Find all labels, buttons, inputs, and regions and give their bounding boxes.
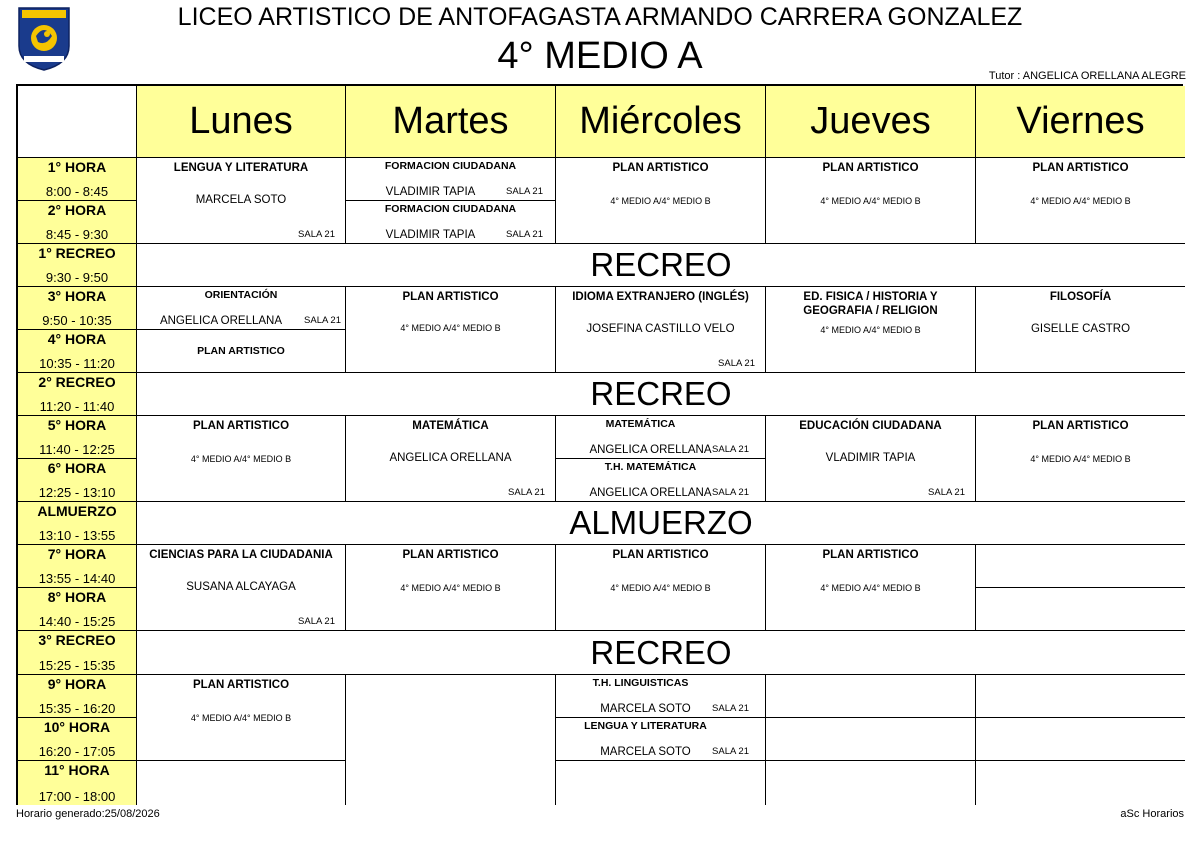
lesson-cell[interactable]	[555, 415, 765, 458]
lesson-group: 4° MEDIO A/4° MEDIO B	[400, 583, 501, 593]
lesson-teacher: JOSEFINA CASTILLO VELO	[586, 323, 735, 335]
lesson-subject: PLAN ARTISTICO	[822, 162, 919, 174]
lesson-room: SALA 21	[712, 487, 749, 498]
lesson-cell[interactable]	[345, 157, 555, 200]
lesson-room: SALA 21	[304, 315, 341, 326]
lesson-subject: FORMACION CIUDADANA	[384, 160, 517, 172]
period-name: 2° HORA	[47, 202, 107, 218]
lesson-subject: MATEMÁTICA	[412, 420, 489, 432]
lesson-group: 4° MEDIO A/4° MEDIO B	[610, 196, 711, 206]
period-cell	[18, 157, 136, 200]
lesson-cell[interactable]	[765, 415, 975, 501]
lesson-cell[interactable]	[345, 415, 555, 501]
school-logo	[16, 6, 72, 72]
period-time: 10:35 - 11:20	[39, 356, 115, 371]
period-name: 3° HORA	[47, 288, 107, 304]
empty-cell	[975, 674, 1185, 717]
day-header-thursday: Jueves	[765, 86, 975, 157]
day-header-monday: Lunes	[136, 86, 345, 157]
empty-cell	[975, 544, 1185, 587]
lesson-teacher: ANGELICA ORELLANA	[159, 315, 283, 327]
period-time: 13:55 - 14:40	[38, 571, 116, 586]
generated-date: Horario generado:25/08/2026	[16, 808, 160, 820]
lesson-subject: PLAN ARTISTICO	[192, 420, 290, 432]
lesson-subject: IDIOMA EXTRANJERO (INGLÉS)	[572, 291, 749, 303]
period-name: 6° HORA	[47, 460, 107, 476]
period-time: 13:10 - 13:55	[38, 528, 116, 543]
lesson-teacher: ANGELICA ORELLANA	[589, 444, 712, 456]
period-cell	[18, 544, 136, 587]
period-name: 1° HORA	[47, 159, 107, 175]
day-header-tuesday: Martes	[345, 86, 555, 157]
lesson-room: SALA 21	[508, 487, 545, 498]
period-cell	[18, 630, 136, 674]
lesson-teacher: VLADIMIR TAPIA	[825, 452, 916, 464]
empty-cell	[975, 760, 1185, 805]
period-time: 15:35 - 16:20	[38, 701, 116, 716]
lesson-subject: CIENCIAS PARA LA CIUDADANIA	[149, 549, 333, 561]
lesson-cell[interactable]	[345, 286, 555, 372]
lesson-cell[interactable]	[765, 157, 975, 243]
lesson-teacher: MARCELA SOTO	[600, 746, 691, 758]
lesson-cell[interactable]	[136, 544, 345, 630]
lesson-cell[interactable]	[975, 415, 1185, 501]
lesson-cell[interactable]	[555, 674, 765, 717]
break-row: RECREO	[136, 243, 1185, 286]
lesson-cell[interactable]	[975, 286, 1185, 372]
day-header-wednesday: Miércoles	[555, 86, 765, 157]
lesson-subject: FORMACION CIUDADANA	[384, 203, 517, 215]
empty-cell	[765, 760, 975, 805]
period-time: 12:25 - 13:10	[38, 485, 116, 500]
period-cell	[18, 501, 136, 544]
lesson-group: 4° MEDIO A/4° MEDIO B	[190, 454, 292, 464]
tutor-label: Tutor : ANGELICA ORELLANA ALEGRE	[988, 70, 1186, 82]
empty-cell	[555, 760, 765, 805]
period-time: 14:40 - 15:25	[38, 614, 116, 629]
break-row: RECREO	[136, 372, 1185, 415]
lesson-subject: PLAN ARTISTICO	[402, 291, 499, 303]
lesson-subject: LENGUA Y LITERATURA	[584, 720, 707, 732]
lesson-subject: T.H. LINGUISTICAS	[592, 677, 689, 689]
period-cell	[18, 587, 136, 630]
lesson-room: SALA 21	[506, 186, 543, 197]
lesson-subject: PLAN ARTISTICO	[822, 549, 919, 561]
corner-cell	[18, 86, 136, 157]
lesson-subject: PLAN ARTISTICO	[612, 162, 709, 174]
lesson-subject: EDUCACIÓN CIUDADANA	[799, 420, 942, 432]
period-cell	[18, 200, 136, 243]
lesson-cell[interactable]	[136, 329, 345, 372]
empty-cell	[975, 717, 1185, 760]
period-cell	[18, 286, 136, 329]
empty-cell	[975, 587, 1185, 630]
lesson-subject: ED. FISICA / HISTORIA Y GEOGRAFIA / RELIGION	[803, 291, 938, 317]
lesson-cell[interactable]	[975, 157, 1185, 243]
day-header-friday: Viernes	[975, 86, 1185, 157]
period-time: 11:20 - 11:40	[39, 399, 115, 414]
lesson-room: SALA 21	[928, 487, 965, 498]
period-cell	[18, 243, 136, 286]
period-cell	[18, 458, 136, 501]
lesson-room: SALA 21	[712, 746, 749, 757]
lesson-room: SALA 21	[298, 616, 335, 627]
period-cell	[18, 372, 136, 415]
school-name: LICEO ARTISTICO DE ANTOFAGASTA ARMANDO CARRERA GONZALEZ	[177, 3, 1023, 31]
lesson-group: 4° MEDIO A/4° MEDIO B	[610, 583, 711, 593]
lesson-cell[interactable]	[555, 544, 765, 630]
lesson-cell[interactable]	[136, 286, 345, 329]
period-cell	[18, 717, 136, 760]
period-cell	[18, 760, 136, 805]
lesson-cell[interactable]	[345, 200, 555, 243]
lesson-subject: T.H. MATEMÁTICA	[604, 461, 697, 473]
lesson-cell[interactable]	[136, 157, 345, 243]
lesson-group: 4° MEDIO A/4° MEDIO B	[820, 583, 921, 593]
lesson-subject: PLAN ARTISTICO	[612, 549, 709, 561]
period-name: 3° RECREO	[38, 632, 116, 648]
lesson-cell[interactable]	[555, 458, 765, 501]
lesson-subject: PLAN ARTISTICO	[1032, 420, 1129, 432]
lesson-teacher: MARCELA SOTO	[195, 194, 287, 206]
lesson-group: 4° MEDIO A/4° MEDIO B	[1030, 196, 1131, 206]
empty-cell	[765, 674, 975, 717]
lesson-group: 4° MEDIO A/4° MEDIO B	[1030, 454, 1131, 464]
lesson-group: 4° MEDIO A/4° MEDIO B	[820, 325, 921, 335]
period-name: 2° RECREO	[38, 374, 116, 390]
lesson-teacher: GISELLE CASTRO	[1030, 323, 1131, 335]
lesson-cell[interactable]	[136, 415, 345, 501]
period-name: 5° HORA	[47, 417, 107, 433]
lesson-subject: FILOSOFÍA	[1049, 291, 1112, 303]
lesson-room: SALA 21	[506, 229, 543, 240]
period-name: 8° HORA	[47, 589, 107, 605]
period-time: 8:00 - 8:45	[45, 184, 109, 199]
lesson-room: SALA 21	[298, 229, 335, 240]
software-brand: aSc Horarios	[1120, 808, 1184, 820]
period-cell	[18, 674, 136, 717]
class-name: 4° MEDIO A	[497, 35, 703, 77]
lesson-teacher: SUSANA ALCAYAGA	[186, 581, 296, 593]
period-cell	[18, 329, 136, 372]
lesson-subject: PLAN ARTISTICO	[197, 345, 285, 357]
lesson-subject: PLAN ARTISTICO	[402, 549, 499, 561]
lesson-room: SALA 21	[712, 703, 749, 714]
empty-cell	[345, 674, 555, 805]
lesson-room: SALA 21	[712, 444, 749, 455]
period-time: 9:50 - 10:35	[42, 313, 112, 328]
lesson-cell[interactable]	[555, 286, 765, 372]
lesson-cell[interactable]	[345, 544, 555, 630]
lesson-cell[interactable]	[765, 544, 975, 630]
break-row: ALMUERZO	[136, 501, 1185, 544]
lesson-subject: MATEMÁTICA	[605, 418, 676, 430]
period-time: 11:40 - 12:25	[39, 442, 115, 457]
empty-cell	[765, 717, 975, 760]
lesson-group: 4° MEDIO A/4° MEDIO B	[190, 713, 292, 723]
period-name: ALMUERZO	[37, 503, 117, 519]
empty-cell	[136, 760, 345, 805]
lesson-teacher: ANGELICA ORELLANA	[589, 487, 712, 499]
lesson-cell[interactable]	[136, 674, 345, 760]
lesson-cell[interactable]	[765, 286, 975, 372]
period-cell	[18, 415, 136, 458]
period-name: 7° HORA	[47, 546, 107, 562]
lesson-room: SALA 21	[718, 358, 755, 369]
lesson-subject: LENGUA Y LITERATURA	[173, 162, 309, 174]
period-name: 4° HORA	[47, 331, 107, 347]
lesson-teacher: ANGELICA ORELLANA	[389, 452, 512, 464]
timetable-grid	[16, 84, 1183, 805]
lesson-cell[interactable]	[555, 717, 765, 760]
lesson-cell[interactable]	[555, 157, 765, 243]
period-name: 1° RECREO	[38, 245, 116, 261]
period-name: 10° HORA	[43, 719, 111, 735]
lesson-subject: ORIENTACIÓN	[204, 289, 278, 301]
lesson-teacher: VLADIMIR TAPIA	[385, 186, 476, 198]
lesson-subject: PLAN ARTISTICO	[1032, 162, 1129, 174]
period-time: 8:45 - 9:30	[45, 227, 109, 242]
period-name: 11° HORA	[44, 762, 110, 778]
lesson-teacher: MARCELA SOTO	[600, 703, 691, 715]
lesson-group: 4° MEDIO A/4° MEDIO B	[820, 196, 921, 206]
break-row: RECREO	[136, 630, 1185, 674]
period-time: 9:30 - 9:50	[45, 270, 109, 285]
lesson-teacher: VLADIMIR TAPIA	[385, 229, 476, 241]
period-name: 9° HORA	[47, 676, 107, 692]
period-time: 16:20 - 17:05	[38, 744, 116, 759]
lesson-subject: PLAN ARTISTICO	[192, 679, 290, 691]
lesson-group: 4° MEDIO A/4° MEDIO B	[400, 323, 501, 333]
period-time: 17:00 - 18:00	[38, 789, 116, 804]
period-time: 15:25 - 15:35	[38, 658, 116, 673]
